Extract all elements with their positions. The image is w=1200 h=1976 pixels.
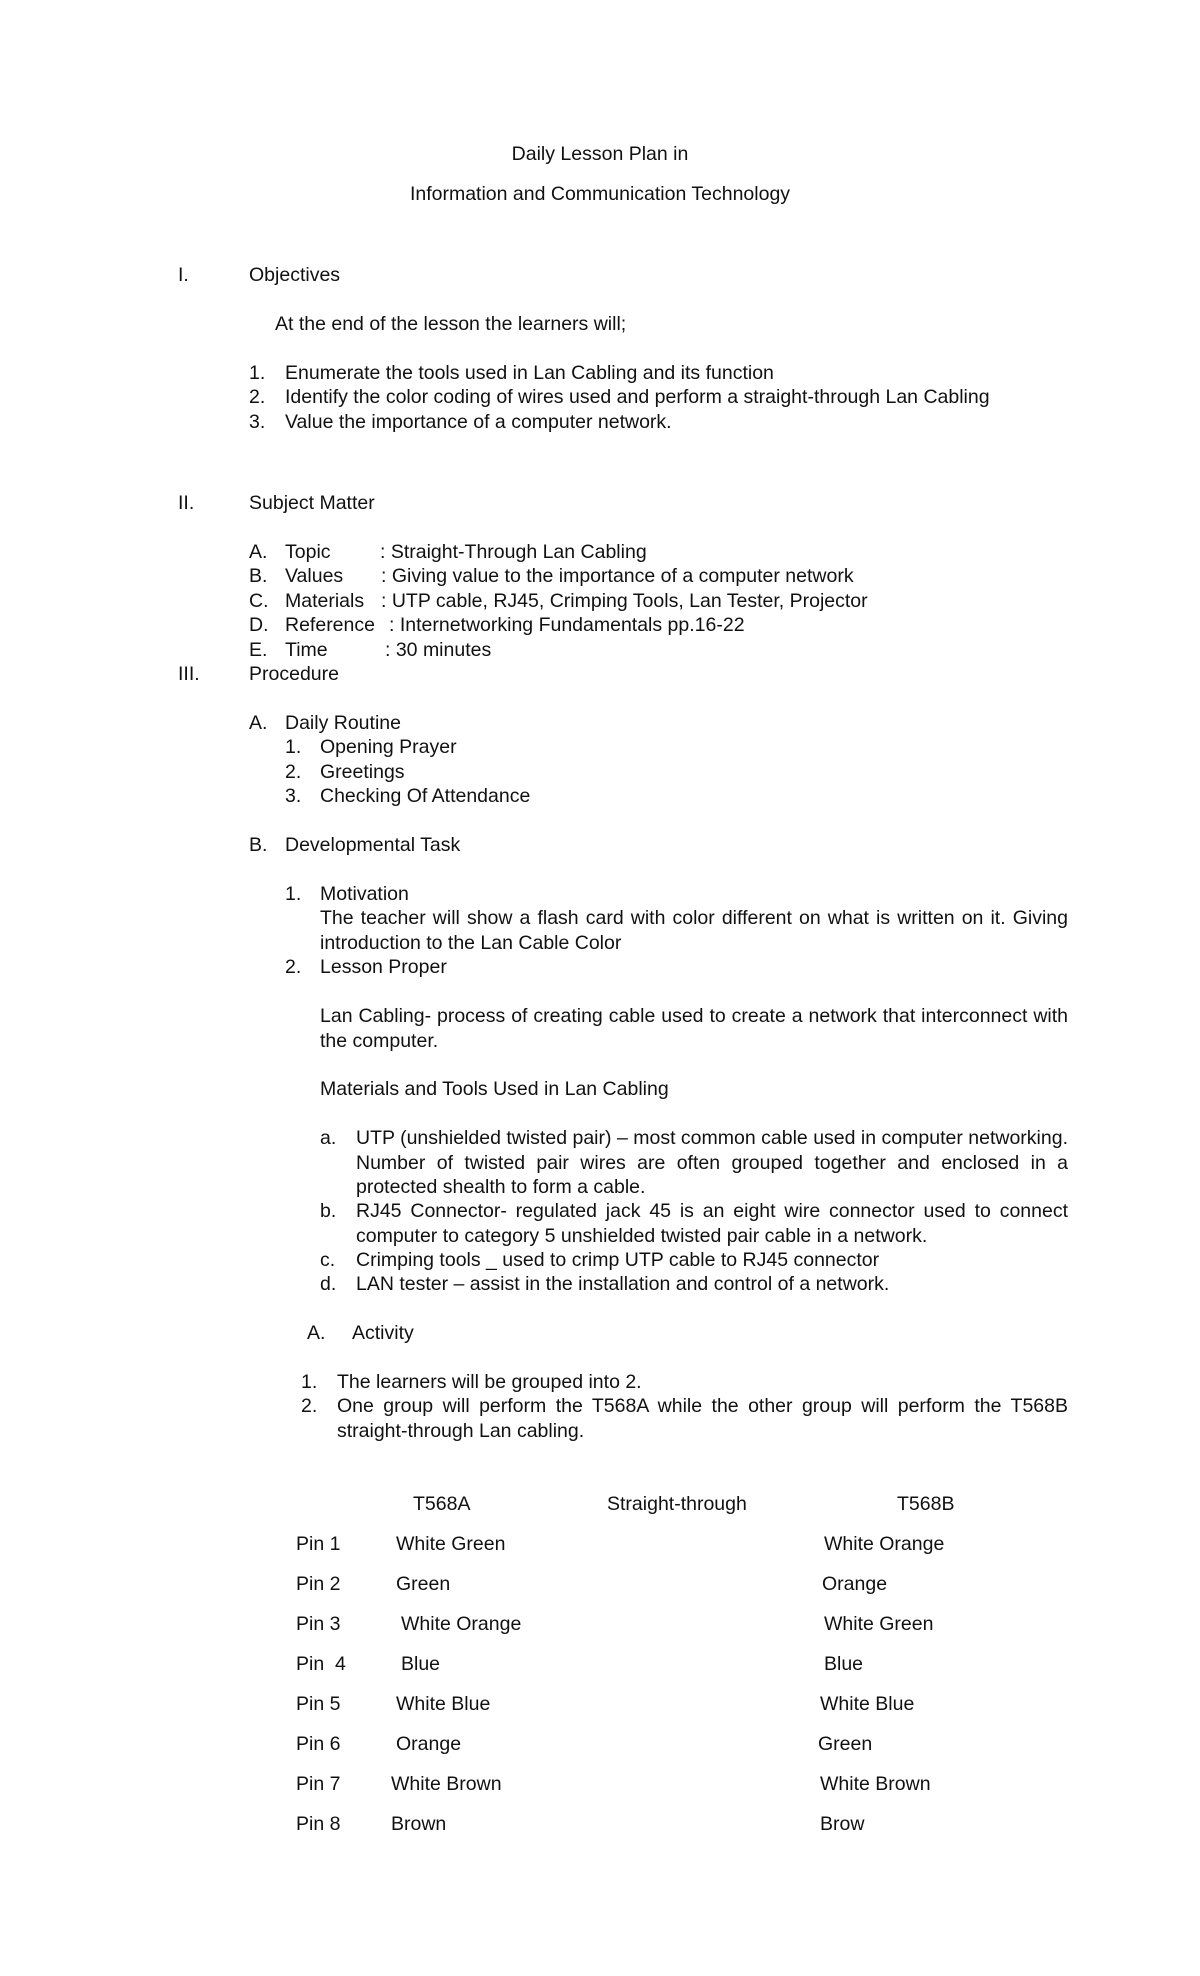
document-title: Daily Lesson Plan in: [511, 143, 689, 165]
pin-label: Pin 6: [296, 1733, 341, 1755]
pin-label: Pin 7: [296, 1773, 341, 1795]
section-heading-objectives: Objectives: [249, 264, 341, 286]
list-number: 3.: [249, 411, 266, 433]
list-letter: c.: [320, 1249, 336, 1271]
list-number: 2.: [285, 761, 302, 783]
list-letter: A.: [307, 1322, 326, 1344]
column-header-straight-through: Straight-through: [607, 1493, 747, 1515]
list-letter: A.: [249, 541, 268, 563]
section-number: II.: [178, 492, 195, 514]
section-heading-subject-matter: Subject Matter: [249, 492, 375, 514]
section-heading-procedure: Procedure: [249, 663, 339, 685]
t568b-color: White Blue: [820, 1693, 915, 1715]
list-letter: B.: [249, 834, 268, 856]
materials-heading: Materials and Tools Used in Lan Cabling: [320, 1078, 669, 1100]
pin-label: Pin 2: [296, 1573, 341, 1595]
list-number: 1.: [285, 736, 302, 758]
subject-value: : 30 minutes: [385, 639, 492, 661]
activity-item: The learners will be grouped into 2.: [337, 1371, 642, 1393]
subject-value: : Straight-Through Lan Cabling: [380, 541, 647, 563]
list-number: 2.: [285, 956, 302, 978]
list-number: 1.: [285, 883, 302, 905]
objective-item: Value the importance of a computer network.: [285, 411, 672, 433]
objective-item: Identify the color coding of wires used and perform a straight-through Lan Cabling: [285, 386, 990, 408]
list-letter: D.: [249, 614, 269, 636]
t568a-color: White Orange: [401, 1613, 522, 1635]
subject-value: : Internetworking Fundamentals pp.16-22: [389, 614, 745, 636]
subheading-activity: Activity: [352, 1322, 414, 1344]
column-header-t568a: T568A: [413, 1493, 471, 1515]
list-letter: B.: [249, 565, 268, 587]
t568b-color: White Green: [824, 1613, 934, 1635]
list-number: 2.: [249, 386, 266, 408]
subject-label: Materials: [285, 590, 365, 612]
document-subtitle: Information and Communication Technology: [409, 183, 791, 205]
t568a-color: Orange: [396, 1733, 462, 1755]
motivation-heading: Motivation: [320, 883, 409, 905]
subject-label: Time: [285, 639, 328, 661]
pin-label: Pin 3: [296, 1613, 341, 1635]
material-item: UTP (unshielded twisted pair) – most common cable used in computer networking. Number of twisted pair wires are often grouped together and enclosed in a protected shealth to form a cable.: [356, 1127, 1068, 1198]
t568b-color: White Orange: [824, 1533, 945, 1555]
motivation-text: The teacher will show a flash card with color different on what is written on it. Giving introduction to the Lan Cable Color: [320, 907, 1068, 954]
t568b-color: Orange: [822, 1573, 888, 1595]
column-header-t568b: T568B: [897, 1493, 955, 1515]
t568a-color: Green: [396, 1573, 451, 1595]
list-number: 2.: [301, 1395, 318, 1417]
subject-value: : UTP cable, RJ45, Crimping Tools, Lan Tester, Projector: [381, 590, 868, 612]
pin-label: Pin 8: [296, 1813, 341, 1835]
t568a-color: Brown: [391, 1813, 447, 1835]
objectives-intro: At the end of the lesson the learners will;: [275, 313, 627, 335]
t568b-color: Brow: [820, 1813, 865, 1835]
subheading-developmental-task: Developmental Task: [285, 834, 461, 856]
list-letter: C.: [249, 590, 269, 612]
list-letter: A.: [249, 712, 268, 734]
lan-cabling-definition: Lan Cabling- process of creating cable used to create a network that interconnect with the computer.: [320, 1005, 1068, 1052]
material-item: LAN tester – assist in the installation and control of a network.: [356, 1273, 890, 1295]
t568a-color: White Brown: [391, 1773, 502, 1795]
routine-item: Greetings: [320, 761, 405, 783]
list-letter: a.: [320, 1127, 337, 1149]
t568a-color: Blue: [401, 1653, 441, 1675]
t568a-color: White Blue: [396, 1693, 491, 1715]
subject-label: Reference: [285, 614, 375, 636]
t568b-color: Green: [818, 1733, 873, 1755]
t568b-color: White Brown: [820, 1773, 931, 1795]
subject-label: Topic: [285, 541, 331, 563]
lesson-proper-heading: Lesson Proper: [320, 956, 447, 978]
list-letter: b.: [320, 1200, 337, 1222]
t568b-color: Blue: [824, 1653, 864, 1675]
section-number: I.: [178, 264, 189, 286]
pin-label: Pin 1: [296, 1533, 341, 1555]
routine-item: Opening Prayer: [320, 736, 457, 758]
t568a-color: White Green: [396, 1533, 506, 1555]
subject-value: : Giving value to the importance of a computer network: [381, 565, 854, 587]
list-number: 1.: [301, 1371, 318, 1393]
routine-item: Checking Of Attendance: [320, 785, 531, 807]
section-number: III.: [178, 663, 200, 685]
list-number: 3.: [285, 785, 302, 807]
list-number: 1.: [249, 362, 266, 384]
material-item: Crimping tools _ used to crimp UTP cable to RJ45 connector: [356, 1249, 880, 1271]
material-item: RJ45 Connector- regulated jack 45 is an eight wire connector used to connect computer to category 5 unshielded twisted pair cable in a network.: [356, 1200, 1068, 1247]
activity-item: One group will perform the T568A while the other group will perform the T568B straight-through Lan cabling.: [337, 1395, 1068, 1442]
pin-label: Pin 4: [296, 1653, 346, 1675]
subheading-daily-routine: Daily Routine: [285, 712, 401, 734]
objective-item: Enumerate the tools used in Lan Cabling and its function: [285, 362, 774, 384]
list-letter: d.: [320, 1273, 337, 1295]
list-letter: E.: [249, 639, 268, 661]
pin-label: Pin 5: [296, 1693, 341, 1715]
subject-label: Values: [285, 565, 344, 587]
